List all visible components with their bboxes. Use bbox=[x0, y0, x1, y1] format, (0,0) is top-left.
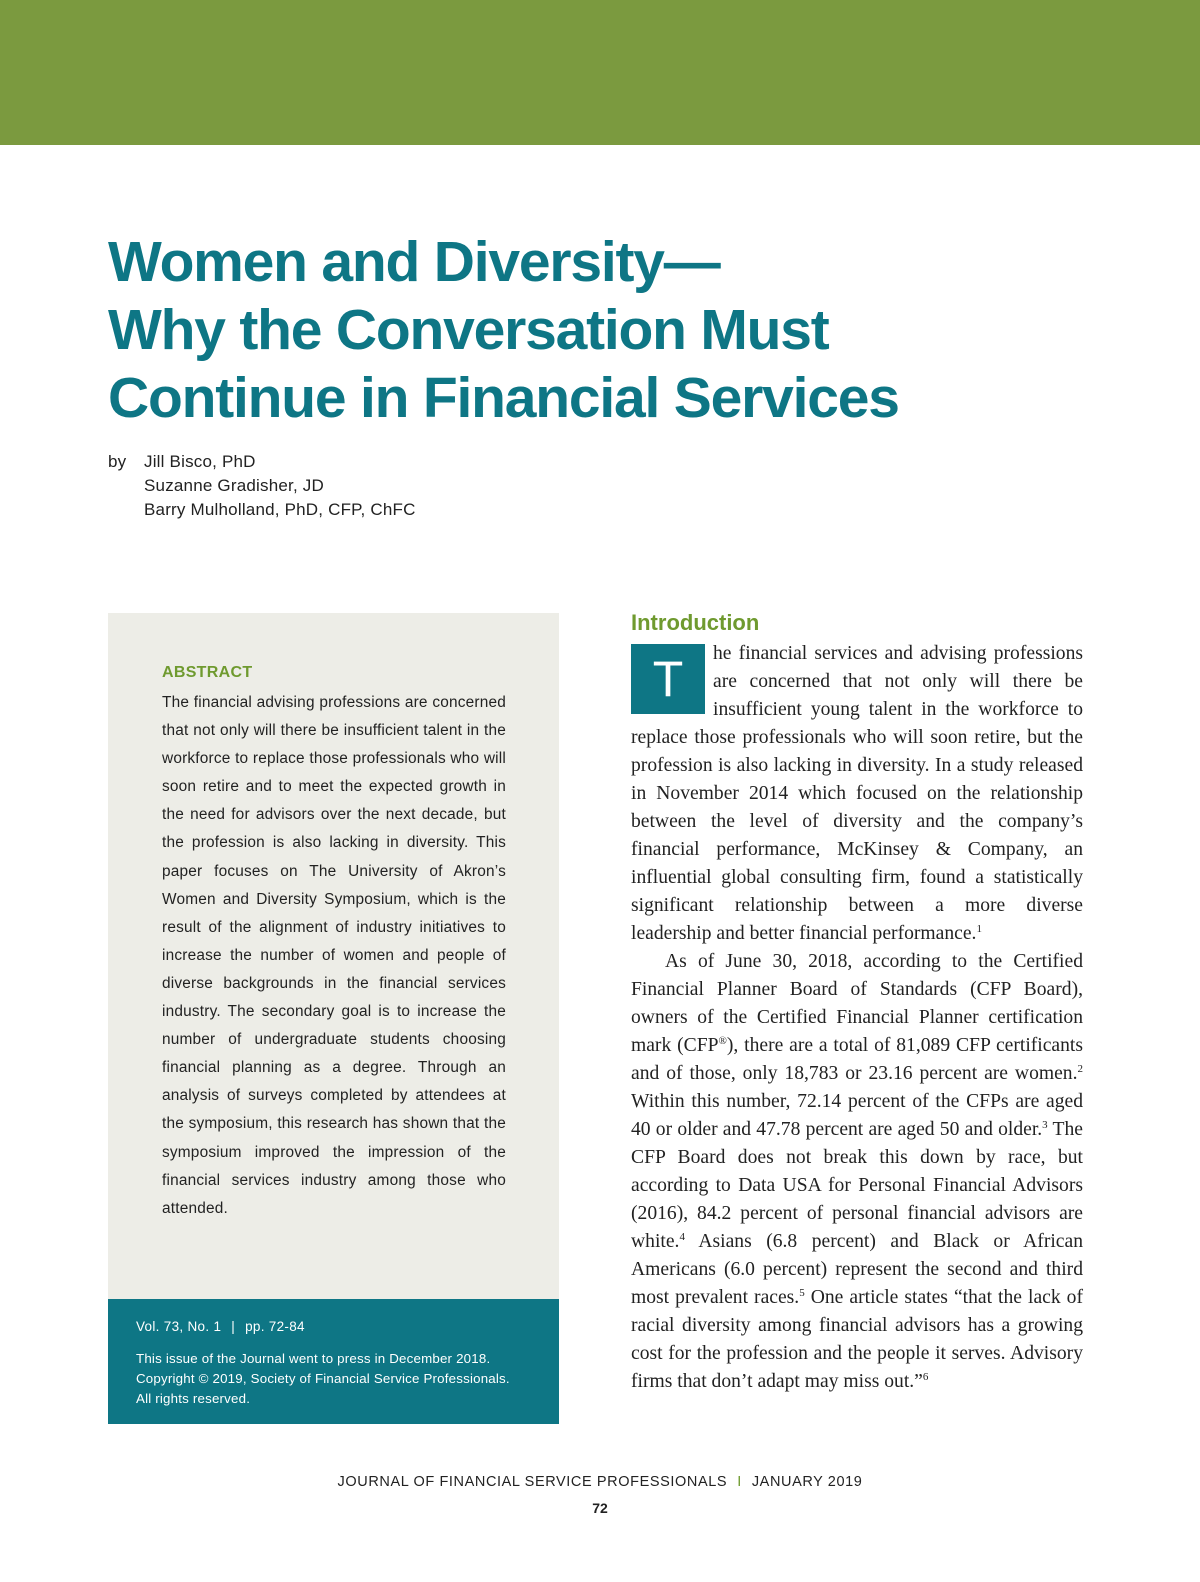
footnote-ref[interactable]: 5 bbox=[799, 1287, 805, 1299]
article-body bbox=[631, 640, 1083, 1396]
page-range: pp. 72-84 bbox=[245, 1319, 305, 1334]
footnote-ref[interactable]: 6 bbox=[922, 1371, 929, 1383]
author-list bbox=[144, 450, 416, 522]
byline-by: by bbox=[108, 452, 127, 471]
publication-info-panel bbox=[108, 1299, 559, 1424]
footnote-ref[interactable]: 3 bbox=[1042, 1119, 1048, 1131]
journal-name: JOURNAL OF FINANCIAL SERVICE PROFESSIONALS bbox=[337, 1474, 728, 1490]
press-note: This issue of the Journal went to press in December 2018. bbox=[136, 1351, 491, 1366]
title-line-1: Women and Diversity— bbox=[108, 230, 720, 294]
paragraph-2-text: Asians (6.8 percent) and Black or African Americans (6.0 percent) represent the second and third most prevalent races. bbox=[631, 1231, 1083, 1308]
volume-number: Vol. 73, No. 1 bbox=[136, 1319, 222, 1334]
abstract-heading: ABSTRACT bbox=[162, 664, 253, 681]
abstract-text: The financial advising professions are concerned that not only will there be insufficient talent in the workforce to replace those professionals who will soon retire and to meet the expected growth in the need for advisors over the next decade, but the profession is also lacking in diversity. This paper focuses on The University of Akron’s Women and Diversity Symposium, which is the result of the alignment of industry initiatives to increase the number of women and people of diverse backgrounds in the financial services industry. The secondary goal is to increase the number of undergraduate students choosing financial planning as a degree. Through an analysis of surveys completed by attendees at the symposium, this research has shown that the symposium improved the impression of the financial services industry among those who attended. bbox=[162, 694, 506, 1217]
paragraph-2-text: As of June 30, 2018, according to the Certified Financial Planner Board of Standards (CFP Board), owners of the Certified Financial Planner certification mark (CFP bbox=[631, 951, 1083, 1056]
paragraph-2 bbox=[631, 948, 1083, 1396]
header-color-band bbox=[0, 0, 1200, 145]
article-title bbox=[108, 228, 1108, 432]
paragraph-1 bbox=[631, 640, 1083, 948]
footer-separator: I bbox=[737, 1474, 742, 1490]
copyright-note bbox=[136, 1349, 546, 1409]
footnote-ref[interactable]: 2 bbox=[1077, 1063, 1083, 1075]
author-name: Suzanne Gradisher, JD bbox=[144, 476, 324, 495]
copyright-line: Copyright © 2019, Society of Financial Service Professionals. bbox=[136, 1371, 510, 1386]
drop-cap: T bbox=[631, 644, 705, 714]
abstract-panel bbox=[108, 613, 559, 1299]
paragraph-2-text: Within this number, 72.14 percent of the CFPs are aged 40 or older and 47.78 percent are aged 50 and older. bbox=[631, 1091, 1083, 1140]
page-number: 72 bbox=[592, 1500, 608, 1516]
author-name: Jill Bisco, PhD bbox=[144, 452, 256, 471]
running-footer bbox=[0, 1474, 1200, 1490]
title-line-3: Continue in Financial Services bbox=[108, 366, 899, 430]
issue-date: JANUARY 2019 bbox=[751, 1474, 863, 1490]
footnote-ref[interactable]: 1 bbox=[976, 923, 982, 935]
paragraph-2-text: The CFP Board does not break this down by race, but according to Data USA for Personal Financial Advisors (2016), 84.2 percent of personal financial advisors are white. bbox=[631, 1119, 1083, 1252]
volume-line bbox=[136, 1319, 305, 1334]
paragraph-2-text: ), there are a total of 81,089 CFP certificants and of those, only 18,783 or 23.16 percent are women. bbox=[631, 1035, 1083, 1084]
paragraph-2-text: One article states “that the lack of racial diversity among financial advisors has a growing cost for the profession and the people it serves. Advisory firms that don’t adapt may miss out.” bbox=[631, 1287, 1083, 1392]
title-line-2: Why the Conversation Must bbox=[108, 298, 829, 362]
volume-separator: | bbox=[231, 1319, 236, 1334]
paragraph-1-text: he financial services and advising professions are concerned that not only will there be insufficient young talent in the workforce to replace those professionals who will soon retire, but the profession is also lacking in diversity. In a study released in November 2014 which focused on the relationship between the level of diversity and the company’s financial performance, McKinsey & Company, an influential global consulting firm, found a statistically significant relationship between a more diverse leadership and better financial performance. bbox=[631, 643, 1083, 944]
author-name: Barry Mulholland, PhD, CFP, ChFC bbox=[144, 500, 416, 519]
registered-mark: ® bbox=[718, 1035, 727, 1047]
footnote-ref[interactable]: 4 bbox=[679, 1231, 685, 1243]
rights-line: All rights reserved. bbox=[136, 1391, 251, 1406]
introduction-heading: Introduction bbox=[631, 610, 760, 635]
